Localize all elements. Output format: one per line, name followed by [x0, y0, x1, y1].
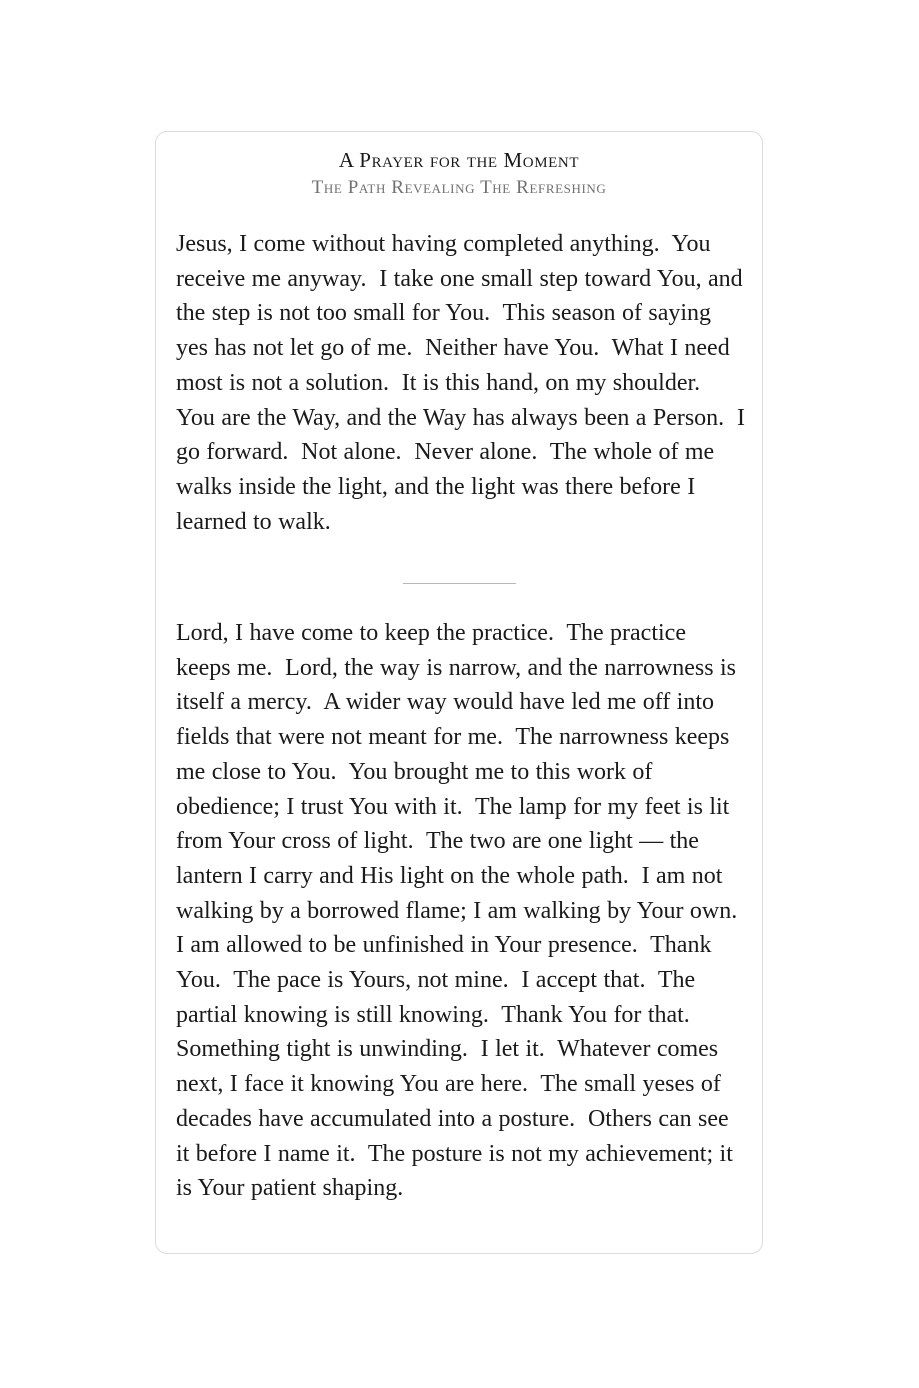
- prayer-card: [155, 131, 763, 1254]
- card-subtitle: The Path Revealing The Refreshing: [311, 177, 607, 198]
- card-title: A Prayer for the Moment: [338, 148, 580, 172]
- prayer-paragraph-2: Lord, I have come to keep the practice. The practice keeps me. Lord, the way is narrow, and the narrowness is itself a mercy. A wider way would have led me off into fields that were not meant for me. The narrowness keeps me close to You. You brought me to this work of obedience; I trust You with it. The lamp for my feet is lit from Your cross of light. The two are one light — the lantern I carry and His light on the whole path. I am not walking by a borrowed flame; I am walking by Your own. I am allowed to be unfinished in Your presence. Thank You. The pace is Yours, not mine. I accept that. The partial knowing is still knowing. Thank You for that. Something tight is unwinding. I let it. Whatever comes next, I face it knowing You are here. The small yeses of decades have accumulated into a posture. Others can see it before I name it. The posture is not my achievement; it is Your patient shaping.: [176, 620, 751, 1202]
- prayer-paragraph-1: Jesus, I come without having completed anything. You receive me anyway. I take one small step toward You, and the step is not too small for You. This season of saying yes has not let go of me. Neither have You. What I need most is not a solution. It is this hand, on my shoulder. You are the Way, and the Way has always been a Person. I go forward. Not alone. Never alone. The whole of me walks inside the light, and the light was there before I learned to walk.: [176, 231, 752, 535]
- section-divider: [403, 583, 516, 584]
- card-header: [156, 146, 762, 202]
